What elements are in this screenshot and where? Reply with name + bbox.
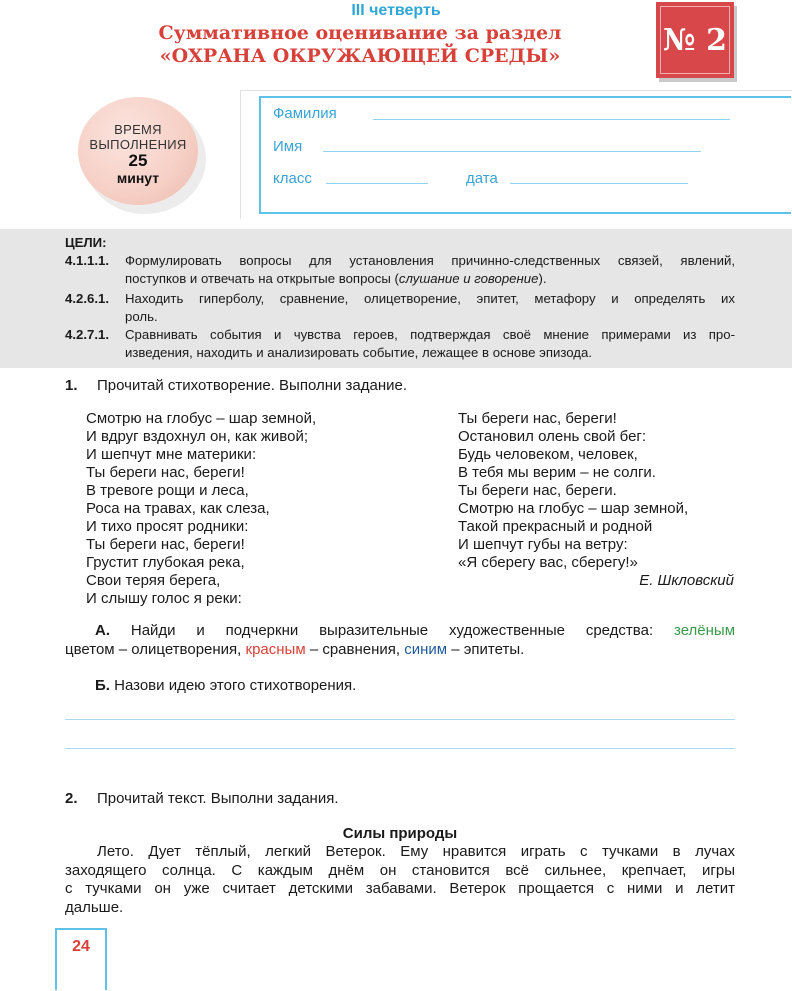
- poem-line: И слышу голос я реки:: [86, 590, 242, 607]
- goal-text-part: ).: [538, 271, 547, 286]
- poem-left-column: [86, 410, 316, 608]
- paragraph-line: заходящего солнца. С каждым днём он становится всё сильнее, крепчает, игры: [65, 861, 735, 879]
- part-a-line-1: [65, 622, 735, 641]
- badge-text: № 2: [663, 22, 727, 58]
- goal-text-italic: слушание и говорение: [398, 271, 539, 286]
- poem-right-column: [458, 410, 688, 572]
- part-b-label: Б.: [95, 677, 110, 694]
- poem-line: В тебя мы верим – не солги.: [458, 464, 656, 481]
- answer-line[interactable]: [65, 748, 735, 749]
- part-a-text-1: Найди и подчеркни выразительные художественные средства:: [130, 622, 654, 639]
- student-info-form: [259, 96, 791, 214]
- goal-code: 4.2.6.1.: [65, 291, 109, 306]
- poem-line: Ты береги нас, береги!: [86, 536, 245, 553]
- goal-text: Находить гиперболу, сравнение, олицетворение, эпитет, метафору и определять их: [125, 291, 735, 306]
- date-field[interactable]: [510, 183, 688, 184]
- badge-frame: [660, 6, 730, 74]
- paragraph-line: дальше.: [65, 898, 124, 916]
- goal-text: Сравнивать события и чувства героев, подтверждая своё мнение примерами из про-: [125, 327, 735, 342]
- green-word: зелёным: [673, 622, 736, 639]
- poem-line: Смотрю на глобус – шар земной,: [458, 500, 689, 517]
- red-word: красным: [245, 640, 306, 658]
- surname-field[interactable]: [373, 119, 730, 120]
- page-number: 24: [72, 938, 90, 955]
- task-instruction: Прочитай текст. Выполни задания.: [97, 790, 339, 807]
- time-label-2: ВЫПОЛНЕНИЯ: [89, 137, 187, 152]
- goal-text: роль.: [125, 309, 158, 324]
- poem-line: Ты береги нас, береги!: [86, 464, 245, 481]
- goal-text-part: поступков и отвечать на открытые вопросы (: [125, 271, 399, 286]
- part-a-text: [65, 622, 735, 659]
- part-a-line-2: [65, 641, 735, 660]
- quarter-label: III четверть: [351, 2, 441, 19]
- name-field[interactable]: [323, 151, 701, 152]
- text-title: Силы природы: [342, 825, 458, 842]
- part-b-question: Назови идею этого стихотворения.: [114, 677, 357, 694]
- poem-line: И тихо просят родники:: [86, 518, 249, 535]
- task-number: 2.: [65, 790, 78, 807]
- time-value: 25: [128, 151, 148, 170]
- goal-code: 4.2.7.1.: [65, 327, 109, 342]
- poem-line: И вдруг вздохнул он, как живой;: [86, 428, 308, 445]
- poem-line: И шепчут губы на ветру:: [458, 536, 628, 553]
- poem-line: В тревоге рощи и леса,: [86, 482, 249, 499]
- date-label: дата: [466, 170, 498, 187]
- page-number-tab: [55, 928, 107, 990]
- goal-text: Формулировать вопросы для установления причинно-следственных связей, явлений,: [125, 253, 735, 268]
- part-b-text: [95, 677, 356, 694]
- poem-line: Смотрю на глобус – шар земной,: [86, 410, 317, 427]
- goal-text: изведения, находить и анализировать событие, лежащее в основе эпизода.: [125, 345, 592, 360]
- answer-line[interactable]: [65, 719, 735, 720]
- task-number: 1.: [65, 377, 78, 394]
- part-a-text-3: – сравнения,: [309, 640, 401, 658]
- poem-line: Роса на травах, как слеза,: [86, 500, 270, 517]
- class-label: класс: [273, 170, 312, 187]
- part-a-text-4: – эпитеты.: [451, 640, 525, 658]
- text-paragraph: [65, 843, 735, 917]
- name-label: Имя: [273, 138, 303, 155]
- title-line-1: Суммативное оценивание за раздел: [158, 22, 562, 44]
- paragraph-line: с тучками он уже считает детскими забавами. Ветерок прощается с ними и летит: [65, 880, 735, 897]
- blue-word: синим: [404, 640, 448, 658]
- poem-line: И шепчут мне материки:: [86, 446, 257, 463]
- time-unit: минут: [116, 170, 160, 186]
- assessment-number-badge: [656, 2, 734, 78]
- surname-label: Фамилия: [273, 105, 337, 122]
- class-field[interactable]: [326, 183, 428, 184]
- poem-line: Ты береги нас, береги.: [458, 482, 617, 499]
- paragraph-line: Лето. Дует тёплый, легкий Ветерок. Ему нравится играть с тучками в лучах: [97, 843, 735, 860]
- time-circle: [78, 97, 198, 205]
- part-a-label: А.: [95, 622, 110, 639]
- poem-author: Е. Шкловский: [639, 572, 734, 589]
- goal-code: 4.1.1.1.: [65, 253, 109, 268]
- goals-heading: ЦЕЛИ:: [65, 235, 107, 250]
- title-line-2: «ОХРАНА ОКРУЖАЮЩЕЙ СРЕДЫ»: [159, 45, 561, 67]
- poem-line: Грустит глубокая река,: [86, 554, 245, 571]
- poem-line: Свои теряя берега,: [86, 572, 221, 589]
- poem-line: Ты береги нас, береги!: [458, 410, 617, 427]
- time-label-1: ВРЕМЯ: [114, 122, 162, 137]
- goal-text: [125, 270, 547, 288]
- part-a-text-2: цветом – олицетворения,: [65, 640, 242, 658]
- poem-line: «Я сберегу вас, сберегу!»: [458, 554, 638, 571]
- poem-line: Остановил олень свой бег:: [458, 428, 647, 445]
- poem-line: Такой прекрасный и родной: [458, 518, 653, 535]
- poem-line: Будь человеком, человек,: [458, 446, 638, 463]
- task-instruction: Прочитай стихотворение. Выполни задание.: [97, 377, 408, 394]
